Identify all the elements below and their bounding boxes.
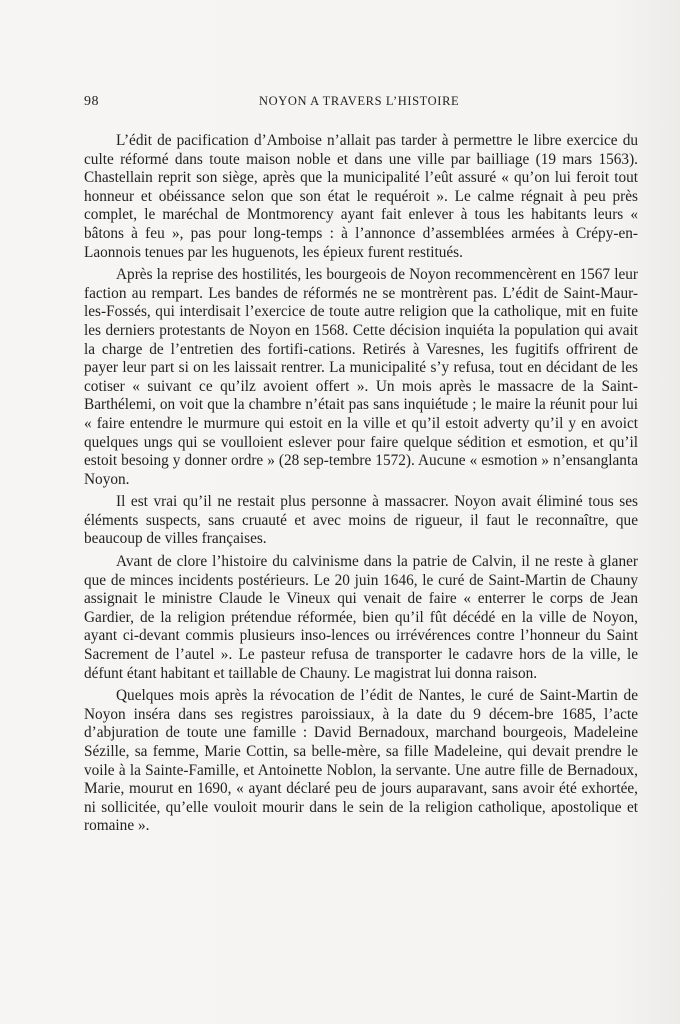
paragraph: Quelques mois après la révocation de l’édit de Nantes, le curé de Saint-Martin de Noyon inséra dans ses registres paroissiaux, à la date du 9 décem-bre 1685, l’acte d’abjuration de toute une famille : David Bernadoux, marchand bourgeois, Madeleine Sézille, sa femme, Marie Cottin, sa belle-mère, sa fille Madeleine, qui devait prendre le voile à la Sainte-Famille, et Antoinette Noblon, la servante. Une autre fille de Bernadoux, Marie, mourut en 1690, « ayant déclaré peu de jours auparavant, sans avoir été exhortée, ni sollicitée, qu’elle vouloit mourir dans le sein de la religion catholique, apostolique et romaine ». — [84, 687, 638, 835]
page-number: 98 — [84, 94, 99, 109]
page-header — [84, 94, 640, 114]
running-title: NOYON A TRAVERS L’HISTOIRE — [259, 94, 460, 108]
body-text — [84, 132, 638, 840]
paragraph: L’édit de pacification d’Amboise n’allait pas tarder à permettre le libre exercice du culte réformé dans toute maison noble et dans une ville par bailliage (19 mars 1563). Chastellain reprit son siège, après que la municipalité l’eût assuré « qu’on lui feroit tout honneur et obéissance selon que son état le requéroit ». Le calme régnait à peu près complet, le maréchal de Montmorency ayant fait enlever à tous les habitants leurs « bâtons à feu », pas pour long-temps : à l’annonce d’assemblées armées à Crépy-en-Laonnois tenues par les huguenots, les épieux furent restitués. — [84, 132, 638, 261]
paragraph: Après la reprise des hostilités, les bourgeois de Noyon recommencèrent en 1567 leur faction au rempart. Les bandes de réformés ne se montrèrent pas. L’édit de Saint-Maur-les-Fossés, qui interdisait l’exercice de toute autre religion que la catholique, mit en fuite les derniers protestants de Noyon en 1568. Cette décision inquiéta la population qui avait la charge de l’entretien des fortifi-cations. Retirés à Varesnes, les fugitifs offrirent de payer leur part si on les laissait rentrer. La municipalité s’y refusa, tout en décidant de les cotiser « suivant ce qu’ilz avoient offert ». Un mois après le massacre de la Saint-Barthélemi, on voit que la chambre n’était pas sans inquiétude ; le maire la réunit pour lui « faire entendre le murmure qui estoit en la ville et qu’il estoit adverty qu’il y en avoict quelques ungs qui se voulloient eslever pour faire quelque sédition et esmotion, et qu’il estoit besoing y donner ordre » (28 sep-tembre 1572). Aucune « esmotion » n’ensanglanta Noyon. — [84, 266, 638, 488]
paragraph: Il est vrai qu’il ne restait plus personne à massacrer. Noyon avait éliminé tous ses éléments suspects, sans cruauté et avec moins de rigueur, il faut le reconnaître, que beaucoup de villes françaises. — [84, 493, 638, 548]
paragraph: Avant de clore l’histoire du calvinisme dans la patrie de Calvin, il ne reste à glaner que de minces incidents postérieurs. Le 20 juin 1646, le curé de Saint-Martin de Chauny assignait le ministre Claude le Vineux qui venait de faire « enterrer le corps de Jean Gardier, de la religion prétendue réformée, bien qu’il fût décédé en la ville de Noyon, ayant ci-devant commis plusieurs inso-lences ou irrévérences contre l’honneur du Saint Sacrement de l’autel ». Le pasteur refusa de transporter le cadavre hors de la ville, le défunt étant habitant et taillable de Chauny. Le magistrat lui donna raison. — [84, 553, 638, 682]
